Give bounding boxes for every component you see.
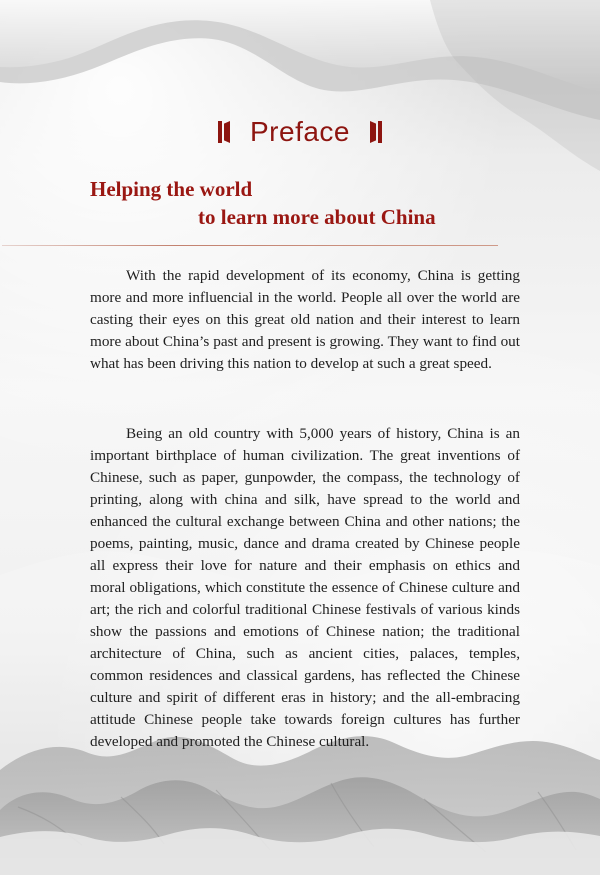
left-bracket-icon	[216, 119, 234, 145]
body-paragraph-2: Being an old country with 5,000 years of history, China is an important birthplace of human civilization. The great inventions of Chinese, such as paper, gunpowder, the compass, the technology of printing, along with china and silk, have spread to the world and enhanced the cultural exchange between China and other nations; the poems, painting, music, dance and drama created by Chinese people all express their love for nature and their emphasis on ethics and moral obligations, which constitute the essence of Chinese culture and art; the rich and colorful traditional Chinese festivals of various kinds show the passions and emotions of Chinese nation; the traditional architecture of China, such as ancient cities, palaces, temples, common residences and classical gardens, has reflected the Chinese culture and spirit of different eras in history; and the all-embracing attitude Chinese people take towards foreign cultures has further developed and promoted the Chinese cultural.	[90, 425, 520, 750]
body-paragraph-1: With the rapid development of its economy, China is getting more and more influencial in the world. People all over the world are casting their eyes on this great old nation and their interest to learn more about China’s past and present is growing. They want to find out what has been driving this nation to develop at such a great speed.	[90, 267, 520, 372]
subtitle-line-2: to learn more about China	[198, 205, 436, 229]
divider	[2, 245, 498, 246]
page-title: Preface	[250, 116, 350, 147]
right-bracket-icon	[366, 119, 384, 145]
preface-header	[0, 112, 600, 152]
subtitle-line-1: Helping the world	[90, 177, 253, 201]
